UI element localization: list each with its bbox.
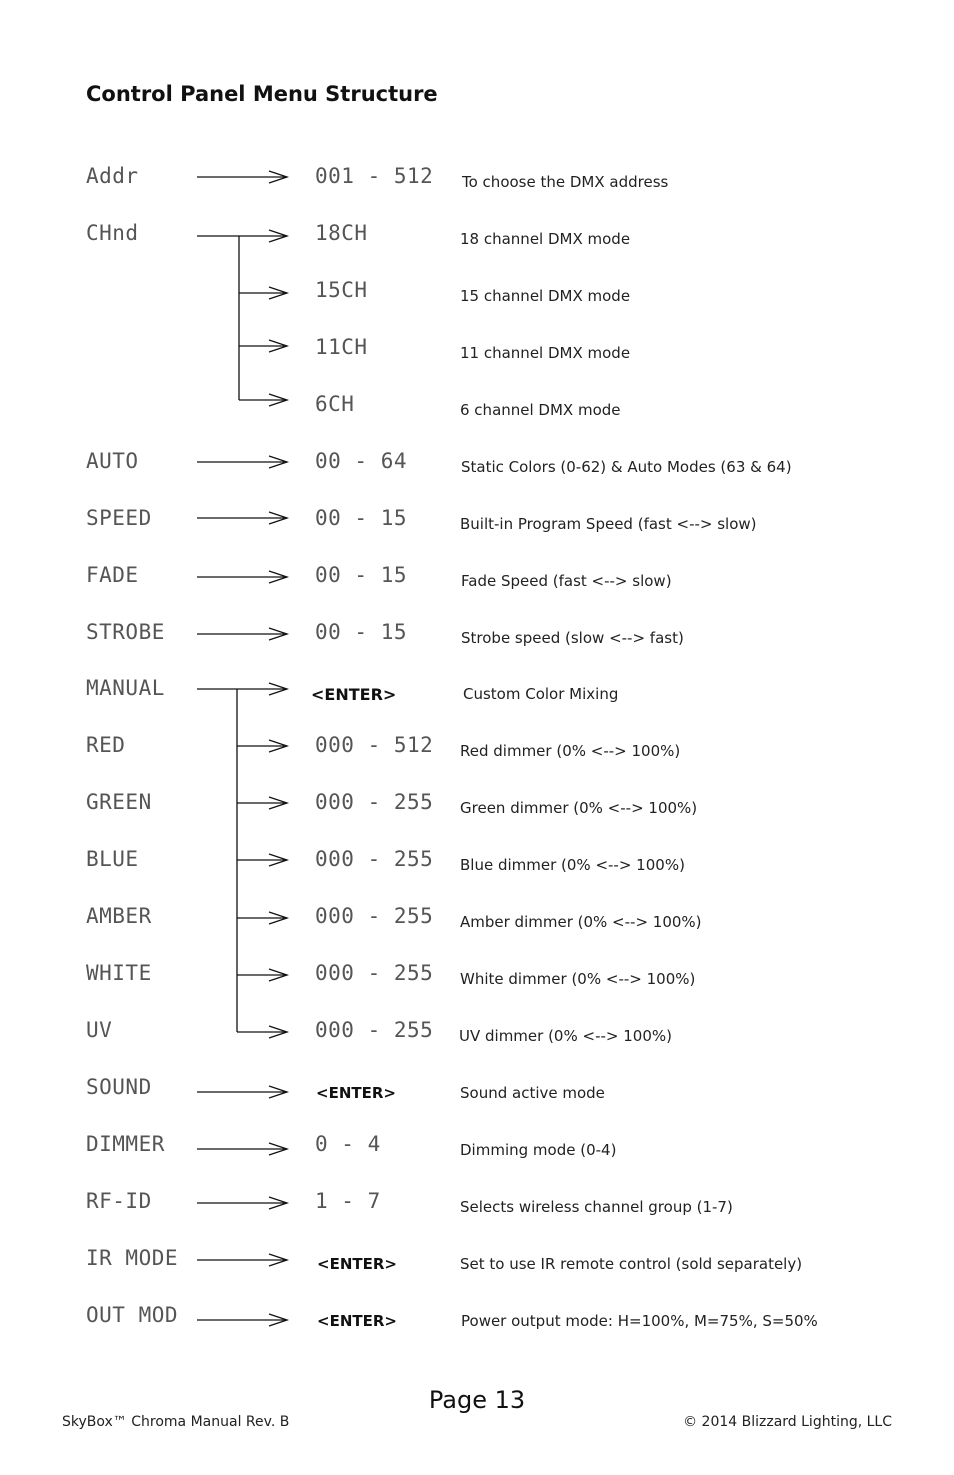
page-title: Control Panel Menu Structure [86, 82, 438, 106]
menu-value: 001 - 512 [315, 164, 434, 188]
menu-description: Strobe speed (slow <--> fast) [461, 629, 684, 647]
menu-item: WHITE [86, 961, 152, 985]
menu-value: 6CH [315, 392, 355, 416]
menu-item: RF-ID [86, 1189, 152, 1213]
menu-value: 000 - 512 [315, 733, 434, 757]
menu-item: RED [86, 733, 126, 757]
menu-description: White dimmer (0% <--> 100%) [460, 970, 696, 988]
menu-value: 18CH [315, 221, 368, 245]
menu-description: Custom Color Mixing [463, 685, 619, 703]
menu-item: SPEED [86, 506, 152, 530]
menu-item: MANUAL [86, 676, 165, 700]
menu-value: 15CH [315, 278, 368, 302]
menu-description: Amber dimmer (0% <--> 100%) [460, 913, 702, 931]
menu-value: 0 - 4 [315, 1132, 381, 1156]
menu-description: Built-in Program Speed (fast <--> slow) [460, 515, 757, 533]
menu-item: DIMMER [86, 1132, 165, 1156]
menu-description: Blue dimmer (0% <--> 100%) [460, 856, 685, 874]
menu-description: 11 channel DMX mode [460, 344, 631, 362]
menu-value: 000 - 255 [315, 904, 434, 928]
menu-description: UV dimmer (0% <--> 100%) [459, 1027, 672, 1045]
footer-copyright: © 2014 Blizzard Lighting, LLC [683, 1414, 892, 1430]
menu-value: 000 - 255 [315, 961, 434, 985]
menu-description: To choose the DMX address [462, 173, 669, 191]
menu-value: 000 - 255 [315, 790, 434, 814]
menu-description: Selects wireless channel group (1-7) [460, 1198, 733, 1216]
menu-item: Addr [86, 164, 139, 188]
menu-description: Dimming mode (0-4) [460, 1141, 617, 1159]
footer-manual-title: SkyBox™ Chroma Manual Rev. B [62, 1414, 290, 1430]
enter-label: <ENTER> [316, 1084, 396, 1102]
menu-value: 000 - 255 [315, 847, 434, 871]
enter-label: <ENTER> [317, 1312, 397, 1330]
menu-description: Green dimmer (0% <--> 100%) [460, 799, 698, 817]
menu-description: 18 channel DMX mode [460, 230, 631, 248]
menu-item: UV [86, 1018, 113, 1042]
menu-value: 00 - 15 [315, 563, 408, 587]
menu-item: IR MODE [86, 1246, 179, 1270]
menu-description: Power output mode: H=100%, M=75%, S=50% [461, 1312, 818, 1330]
menu-item: AMBER [86, 904, 152, 928]
menu-description: Fade Speed (fast <--> slow) [461, 572, 672, 590]
menu-item: GREEN [86, 790, 152, 814]
menu-value: 00 - 64 [315, 449, 408, 473]
menu-value: 1 - 7 [315, 1189, 381, 1213]
page-number: Page 13 [428, 1386, 526, 1414]
enter-label: <ENTER> [317, 1255, 397, 1273]
menu-value: 11CH [315, 335, 368, 359]
menu-description: Static Colors (0-62) & Auto Modes (63 & 64) [461, 458, 792, 476]
menu-item: CHnd [86, 221, 139, 245]
menu-item: AUTO [86, 449, 139, 473]
menu-item: FADE [86, 563, 139, 587]
menu-description: 15 channel DMX mode [460, 287, 631, 305]
menu-description: Set to use IR remote control (sold separately) [460, 1255, 803, 1273]
menu-item: BLUE [86, 847, 139, 871]
menu-description: Sound active mode [460, 1084, 605, 1102]
enter-label: <ENTER> [311, 685, 397, 704]
menu-item: SOUND [86, 1075, 152, 1099]
menu-value: 00 - 15 [315, 506, 408, 530]
menu-item: STROBE [86, 620, 165, 644]
menu-description: Red dimmer (0% <--> 100%) [460, 742, 681, 760]
menu-value: 000 - 255 [315, 1018, 434, 1042]
menu-item: OUT MOD [86, 1303, 179, 1327]
menu-value: 00 - 15 [315, 620, 408, 644]
menu-description: 6 channel DMX mode [460, 401, 621, 419]
